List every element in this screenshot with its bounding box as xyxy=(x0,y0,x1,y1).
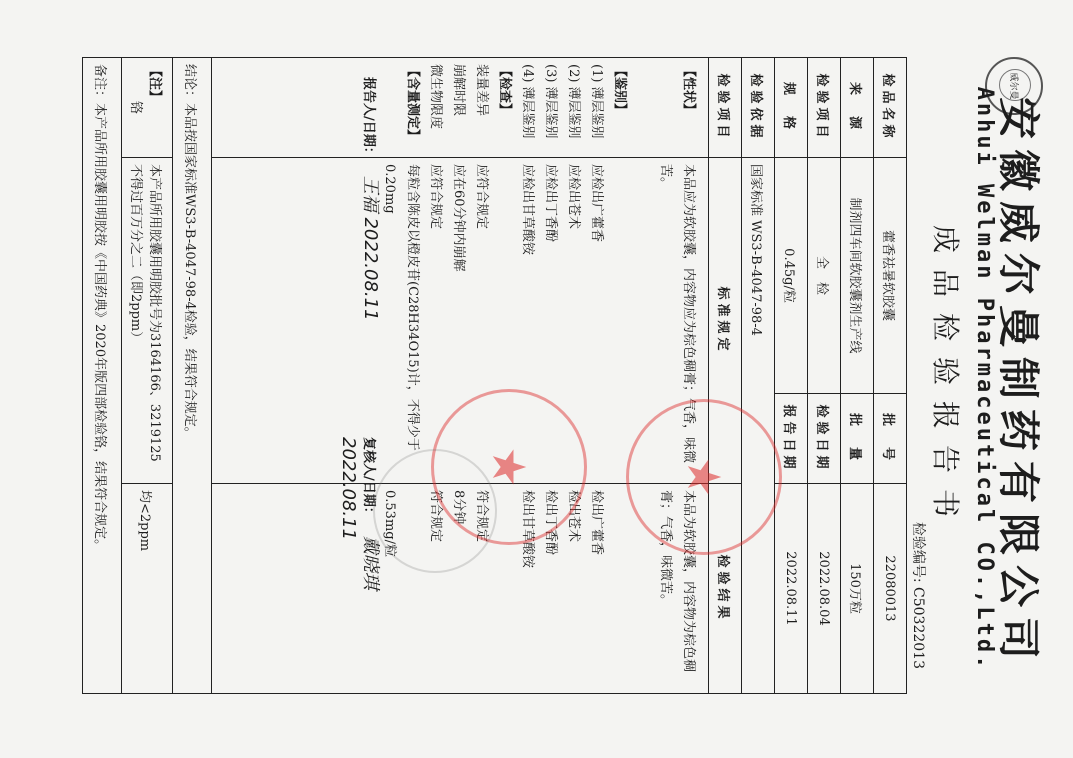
result-value: 符合规定 xyxy=(427,490,443,543)
item-label: 检验项目 xyxy=(807,58,840,158)
spec-value: 0.45g/粒 xyxy=(774,158,807,394)
logo-text: 威尔曼 xyxy=(1007,72,1018,100)
spacer xyxy=(631,64,654,151)
reviewer-handwriting: 戴晓琪 2022.08.11 xyxy=(337,437,381,590)
basis-value: 国家标准 WS3-B-4047-98-4 xyxy=(741,158,774,694)
faded-seal xyxy=(373,449,497,573)
report-number xyxy=(909,522,929,669)
note-body-cell xyxy=(121,158,172,484)
result-standard: 应检出广藿香 xyxy=(588,164,604,243)
result-value: 符合规定 xyxy=(473,490,489,543)
source-label: 来 源 xyxy=(840,58,873,158)
result-value: 检出苍术 xyxy=(565,490,581,543)
results-body-row xyxy=(211,58,708,694)
report-date-label: 报告日期 xyxy=(774,394,807,484)
product-name-value: 藿香祛暑软胶囊 xyxy=(873,158,906,394)
results-item-column xyxy=(211,58,708,158)
company-name-en: Anhui Welman Pharmaceutical CO.,Ltd. xyxy=(971,86,997,672)
result-item: (1) 薄层鉴别 xyxy=(588,64,604,139)
quantity-label: 批 量 xyxy=(840,394,873,484)
batch-value: 22080013 xyxy=(873,484,906,694)
spec-label: 规 格 xyxy=(774,58,807,158)
result-standard: 应检出丁香酚 xyxy=(542,164,558,243)
note-row xyxy=(121,58,172,694)
result-item: 微生物限度 xyxy=(427,64,443,130)
result-item: 崩解时限 xyxy=(450,64,466,117)
reporter-handwriting: 王福 2022.08.11 xyxy=(359,175,381,321)
result-item: (3) 薄层鉴别 xyxy=(542,64,558,139)
section-title-appearance: 【性状】 xyxy=(680,64,696,117)
note-result: 均<2ppm xyxy=(137,490,152,552)
info-row xyxy=(741,58,774,694)
note-item-label: 铬 xyxy=(127,100,143,114)
result-value: 0.53mg/粒 xyxy=(381,490,397,557)
result-standard: 应检出甘草酸铵 xyxy=(519,164,535,256)
note-line-1: 本产品所用胶囊用明胶批号为3164166、3219125 xyxy=(146,164,162,462)
result-standard: 应在60分钟内崩解 xyxy=(450,164,466,272)
spacer xyxy=(608,490,631,687)
report-number-value: C50322013 xyxy=(909,587,926,669)
col-result-header: 检验结果 xyxy=(708,484,741,694)
company-name-cn: 安徽威尔曼制药有限公司 xyxy=(993,96,1043,669)
source-value: 制剂四车间软胶囊剂生产线 xyxy=(840,158,873,394)
test-date-label: 检验日期 xyxy=(807,394,840,484)
basis-label: 检验依据 xyxy=(741,58,774,158)
report-number-label: 检验编号: xyxy=(909,521,926,583)
result-standard: 应检出苍术 xyxy=(565,164,581,230)
reviewer-signature xyxy=(338,437,385,693)
seal-star-icon: ★ xyxy=(676,456,731,498)
section-title-identification: 【鉴别】 xyxy=(611,64,627,117)
result-value: 8分钟 xyxy=(450,490,466,525)
product-name-label: 检品名称 xyxy=(873,58,906,158)
section-title-inspection: 【检查】 xyxy=(496,64,512,117)
reporter-label: 报告人/日期： xyxy=(360,77,376,160)
result-value: 检出丁香酚 xyxy=(542,490,558,556)
batch-label: 批 号 xyxy=(873,394,906,484)
report-title: 成品检验报告书 xyxy=(928,224,962,533)
result-value: 检出甘草酸铵 xyxy=(519,490,535,569)
test-date-value: 2022.08.04 xyxy=(807,484,840,694)
report-table xyxy=(82,57,907,694)
col-standard-header: 标准规定 xyxy=(708,158,741,484)
info-row xyxy=(807,58,840,694)
result-item: (2) 薄层鉴别 xyxy=(565,64,581,139)
report-sheet xyxy=(17,29,1057,729)
remark-row xyxy=(82,58,121,694)
result-value: 检出广藿香 xyxy=(588,490,604,556)
result-standard: 本品应为软胶囊，内容物应为棕色稠膏；气香，味微苦。 xyxy=(657,164,696,464)
reviewer-label: 复核人/日期： xyxy=(360,437,376,520)
note-result-cell xyxy=(121,484,172,694)
result-standard: 应符合规定 xyxy=(473,164,489,230)
note-title: 【注】 xyxy=(146,64,162,104)
results-header-row xyxy=(708,58,741,694)
seal-star-icon: ★ xyxy=(481,446,536,488)
result-item: 装量差异 xyxy=(473,64,489,117)
note-title-cell xyxy=(121,58,172,158)
result-item: (4) 薄层鉴别 xyxy=(519,64,535,139)
result-standard: 应符合规定 xyxy=(427,164,443,230)
quantity-value: 150万粒 xyxy=(840,484,873,694)
report-date-value: 2022.08.11 xyxy=(774,484,807,694)
conclusion-row xyxy=(172,58,211,694)
spacer xyxy=(608,164,631,477)
result-item xyxy=(654,64,677,151)
info-row xyxy=(840,58,873,694)
reporter-signature xyxy=(359,77,385,321)
result-value: 本品为软胶囊，内容物为棕色稠膏；气香，味微苦。 xyxy=(657,490,696,673)
col-item-header: 检验项目 xyxy=(708,58,741,158)
item-value: 全 检 xyxy=(807,158,840,394)
remark-text: 备注：本产品所用胶囊用明胶按《中国药典》2020年版四部检验铬，结果符合规定。 xyxy=(82,58,121,694)
note-line-2: 不得过百万分之二（即2ppm） xyxy=(127,164,143,345)
info-row xyxy=(774,58,807,694)
info-row xyxy=(873,58,906,694)
section-title-assay: 【含量测定】 xyxy=(404,64,420,143)
result-standard: 每粒含陈皮以橙皮苷(C28H34O15)计，不得少于0.20mg xyxy=(381,164,420,451)
red-seal xyxy=(626,399,782,555)
conclusion-text: 结论：本品按国家标准WS3-B-4047-98-4检验，结果符合规定。 xyxy=(172,58,211,694)
